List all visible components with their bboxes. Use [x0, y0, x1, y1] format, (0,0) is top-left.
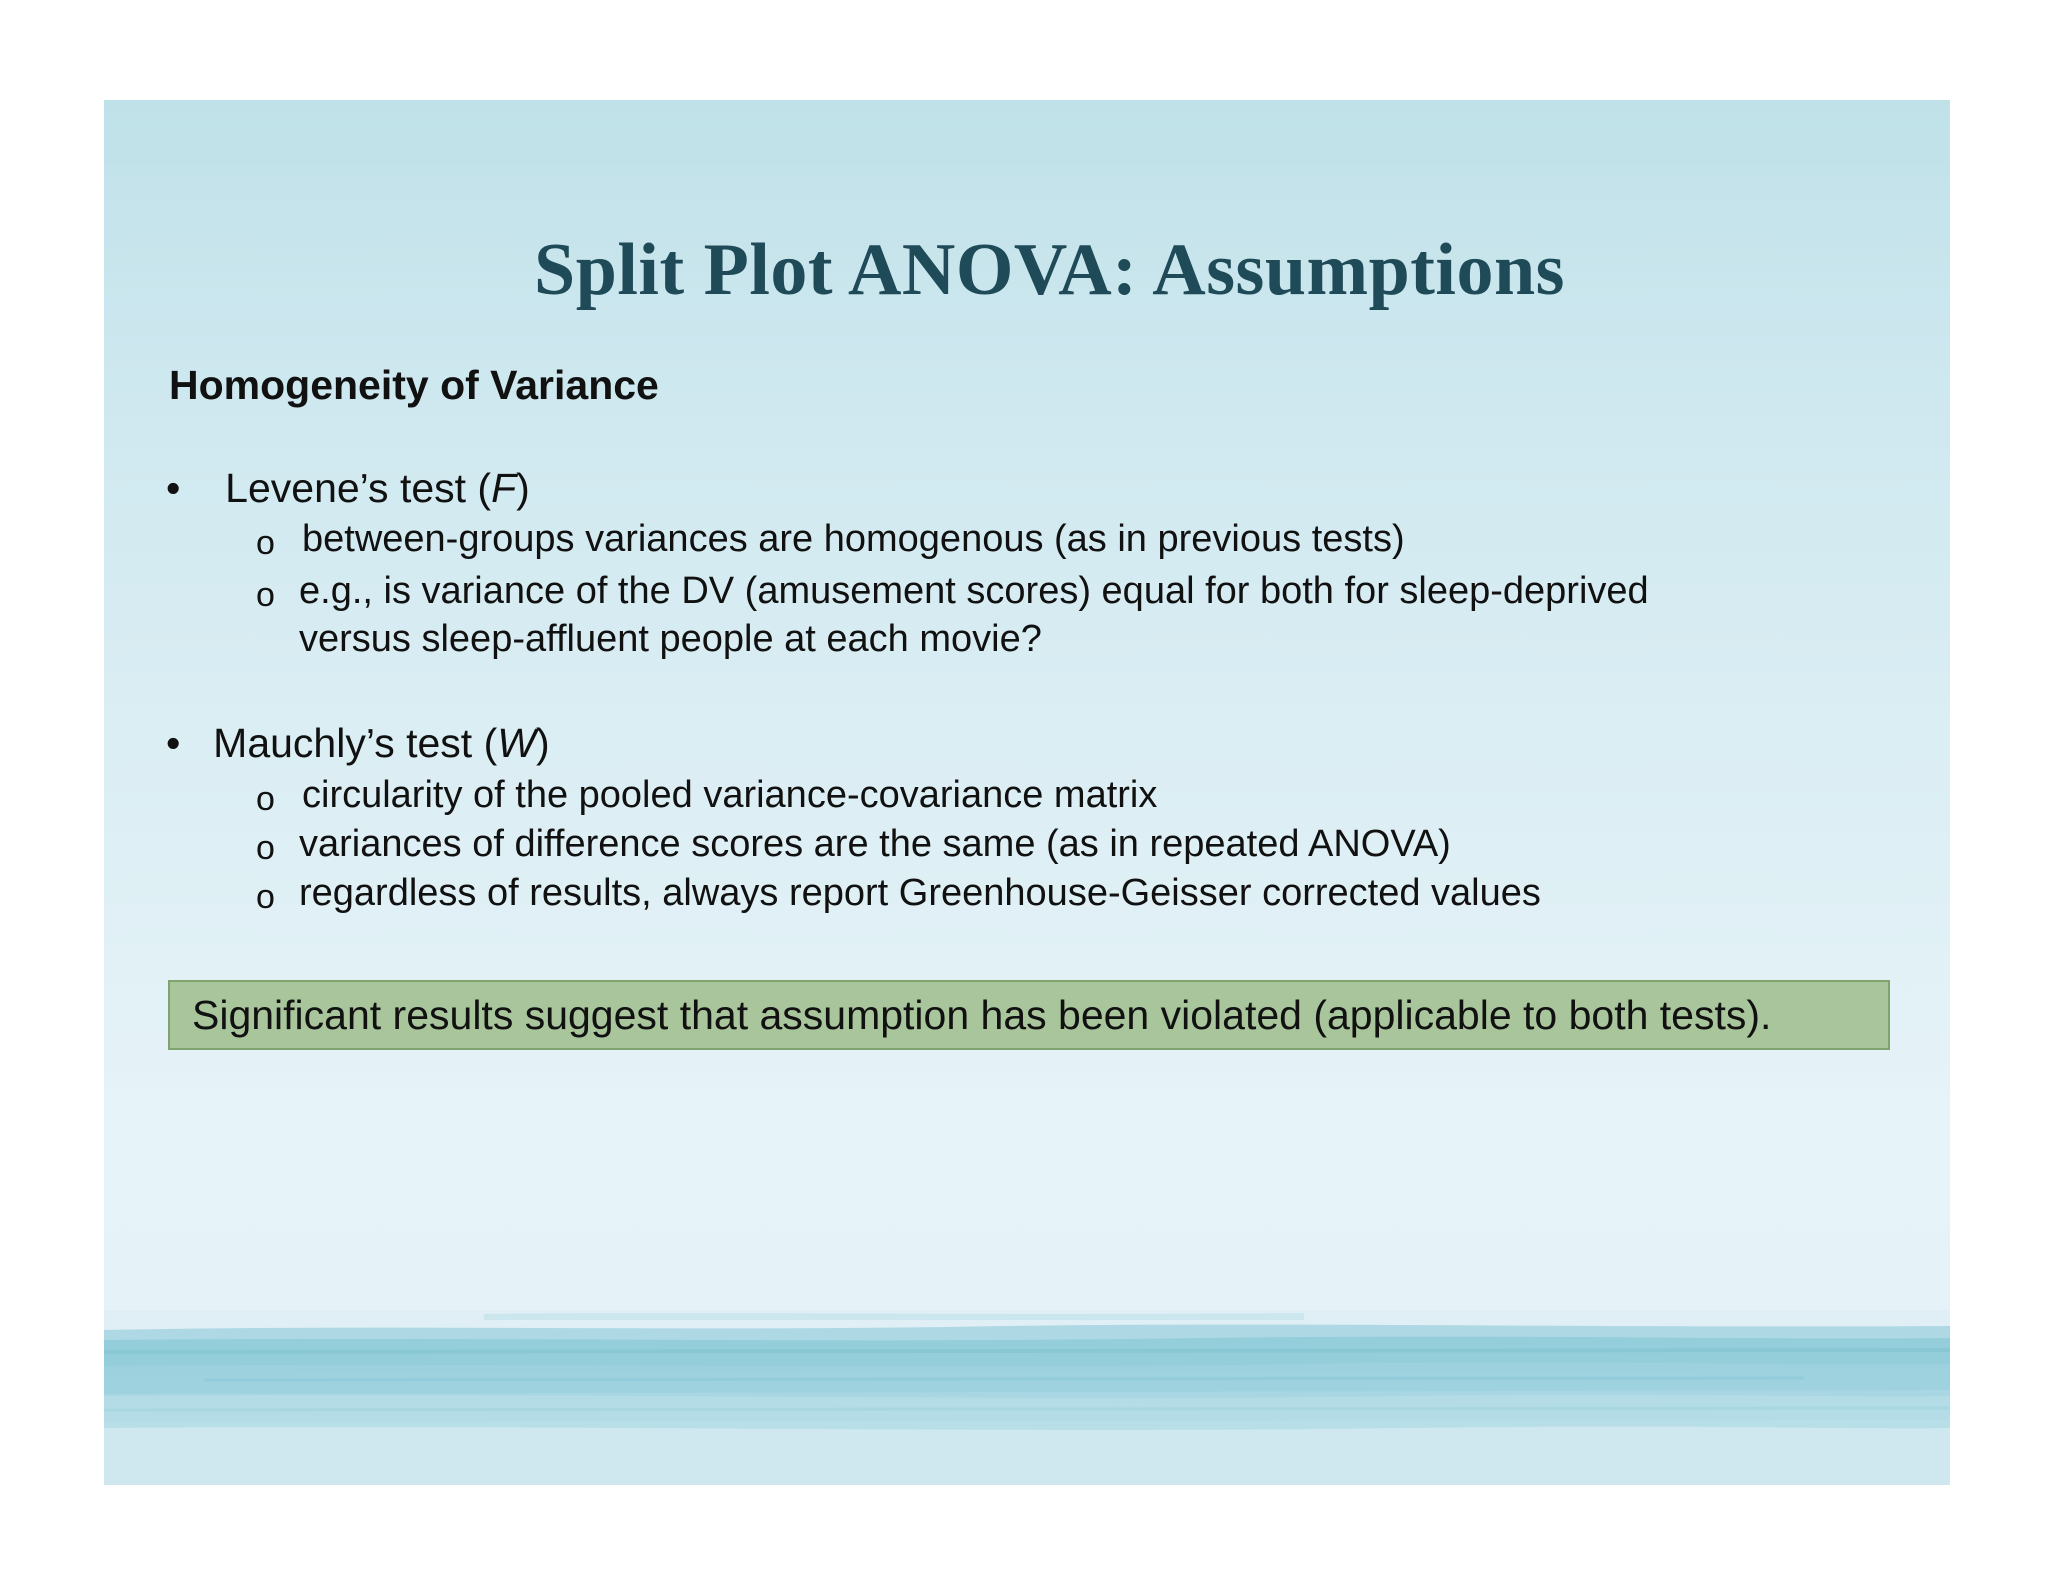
levene-label: Levene’s test (: [225, 465, 492, 511]
levene-subpoint-text: between-groups variances are homogenous (as in previous tests): [302, 518, 1405, 560]
circle-bullet: o: [256, 829, 275, 867]
mauchly-label: Mauchly’s test (: [213, 720, 498, 766]
circle-bullet: o: [256, 576, 275, 614]
circle-bullet: o: [256, 524, 275, 562]
mauchly-bullet: [166, 720, 550, 767]
levene-close: ): [516, 465, 530, 511]
levene-stat: F: [491, 465, 517, 511]
water-decoration: [104, 1310, 1950, 1485]
circle-bullet: o: [256, 780, 275, 818]
mauchly-subpoint-text: regardless of results, always report Greenhouse-Geisser corrected values: [299, 872, 1541, 914]
mauchly-subpoint-text: variances of difference scores are the same (as in repeated ANOVA): [299, 823, 1451, 865]
mauchly-subpoint-text: circularity of the pooled variance-covariance matrix: [302, 774, 1158, 816]
levene-subpoint-text: versus sleep-affluent people at each movie?: [299, 618, 1042, 660]
mauchly-stat: W: [497, 720, 536, 766]
levene-subpoint-text: e.g., is variance of the DV (amusement scores) equal for both for sleep-deprived: [299, 570, 1649, 612]
conclusion-callout: Significant results suggest that assumption has been violated (applicable to both tests).: [168, 980, 1890, 1050]
levene-bullet: [166, 465, 530, 512]
slide-title: Split Plot ANOVA: Assumptions: [534, 229, 1565, 311]
section-heading: Homogeneity of Variance: [169, 362, 659, 408]
circle-bullet: o: [256, 878, 275, 916]
mauchly-close: ): [535, 720, 550, 766]
bullet-dot: •: [166, 720, 181, 766]
slide: [104, 100, 1950, 1485]
water-strokes: [104, 1310, 1950, 1485]
bullet-dot: •: [166, 465, 181, 511]
